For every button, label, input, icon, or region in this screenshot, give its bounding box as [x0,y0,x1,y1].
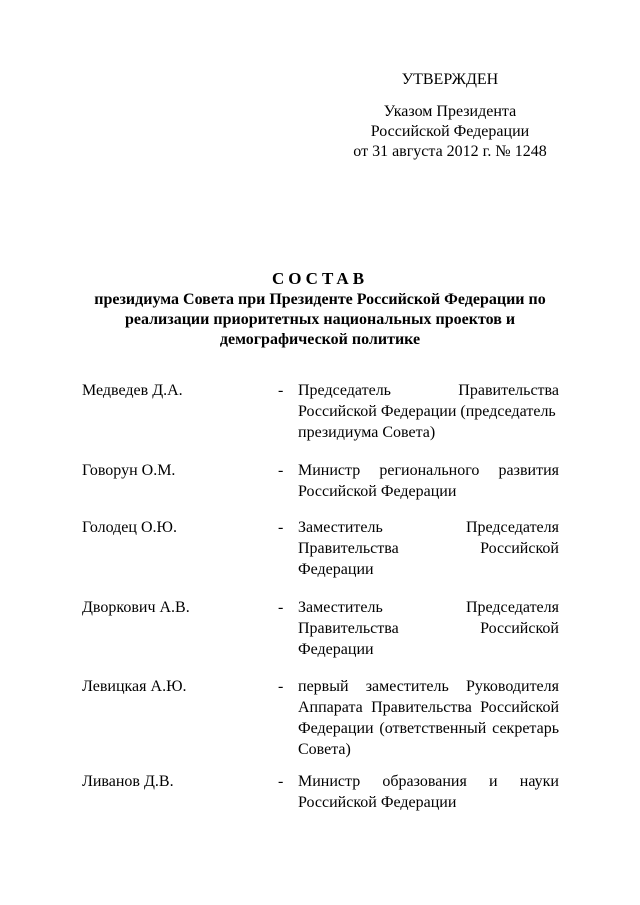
member-role-line: Российской Федерации [298,794,457,811]
member-role-line: Председатель Правительства [298,382,559,399]
member-role-line: Российской Федерации [298,483,457,500]
member-role-line: Совета) [298,741,351,758]
member-name: Медведев Д.А. [82,382,183,399]
member-name: Дворкович А.В. [82,599,190,616]
member-role-line: Аппарата Правительства Российской [298,699,559,716]
member-name: Ливанов Д.В. [82,773,174,790]
member-dash: - [278,462,284,479]
member-role [298,676,559,760]
member-dash: - [278,382,284,399]
member-role-line: первый заместитель Руководителя [298,678,559,695]
approval-line-3: от 31 августа 2012 г. № 1248 [353,143,547,160]
member-dash: - [278,519,284,536]
member-role-line: Заместитель Председателя [298,519,559,536]
member-role-line: Министр образования и науки [298,773,559,790]
approval-stamp: УТВЕРЖДЕН [401,71,499,88]
approval-line-2: Российской Федерации [370,123,530,140]
member-role-line: Правительства Российской [298,620,559,637]
member-role-line: Заместитель Председателя [298,599,559,616]
approval-line-1: Указом Президента [383,103,517,120]
member-role-line: Российской Федерации (председатель [298,403,556,420]
member-role-line: президиума Совета) [298,424,436,441]
document-title: СОСТАВ [271,269,369,288]
document-subtitle-line-1: президиума Совета при Президенте Российской Федерации по [94,291,546,308]
member-name: Говорун О.М. [82,462,176,479]
member-role [298,597,559,660]
member-role [298,517,559,580]
member-name: Левицкая А.Ю. [82,678,187,695]
member-role [298,380,559,443]
member-role [298,771,559,813]
member-role-line: Министр регионального развития [298,462,559,479]
member-dash: - [278,678,284,695]
document-subtitle-line-2: реализации приоритетных национальных проектов и [124,311,516,328]
member-name: Голодец О.Ю. [82,519,177,536]
member-dash: - [278,599,284,616]
member-dash: - [278,773,284,790]
member-role [298,460,559,502]
member-role-line: Федерации [298,641,374,658]
member-role-line: Федерации (ответственный секретарь [298,720,559,737]
document-subtitle-line-3: демографической политике [219,331,421,348]
member-role-line: Федерации [298,561,374,578]
member-role-line: Правительства Российской [298,540,559,557]
